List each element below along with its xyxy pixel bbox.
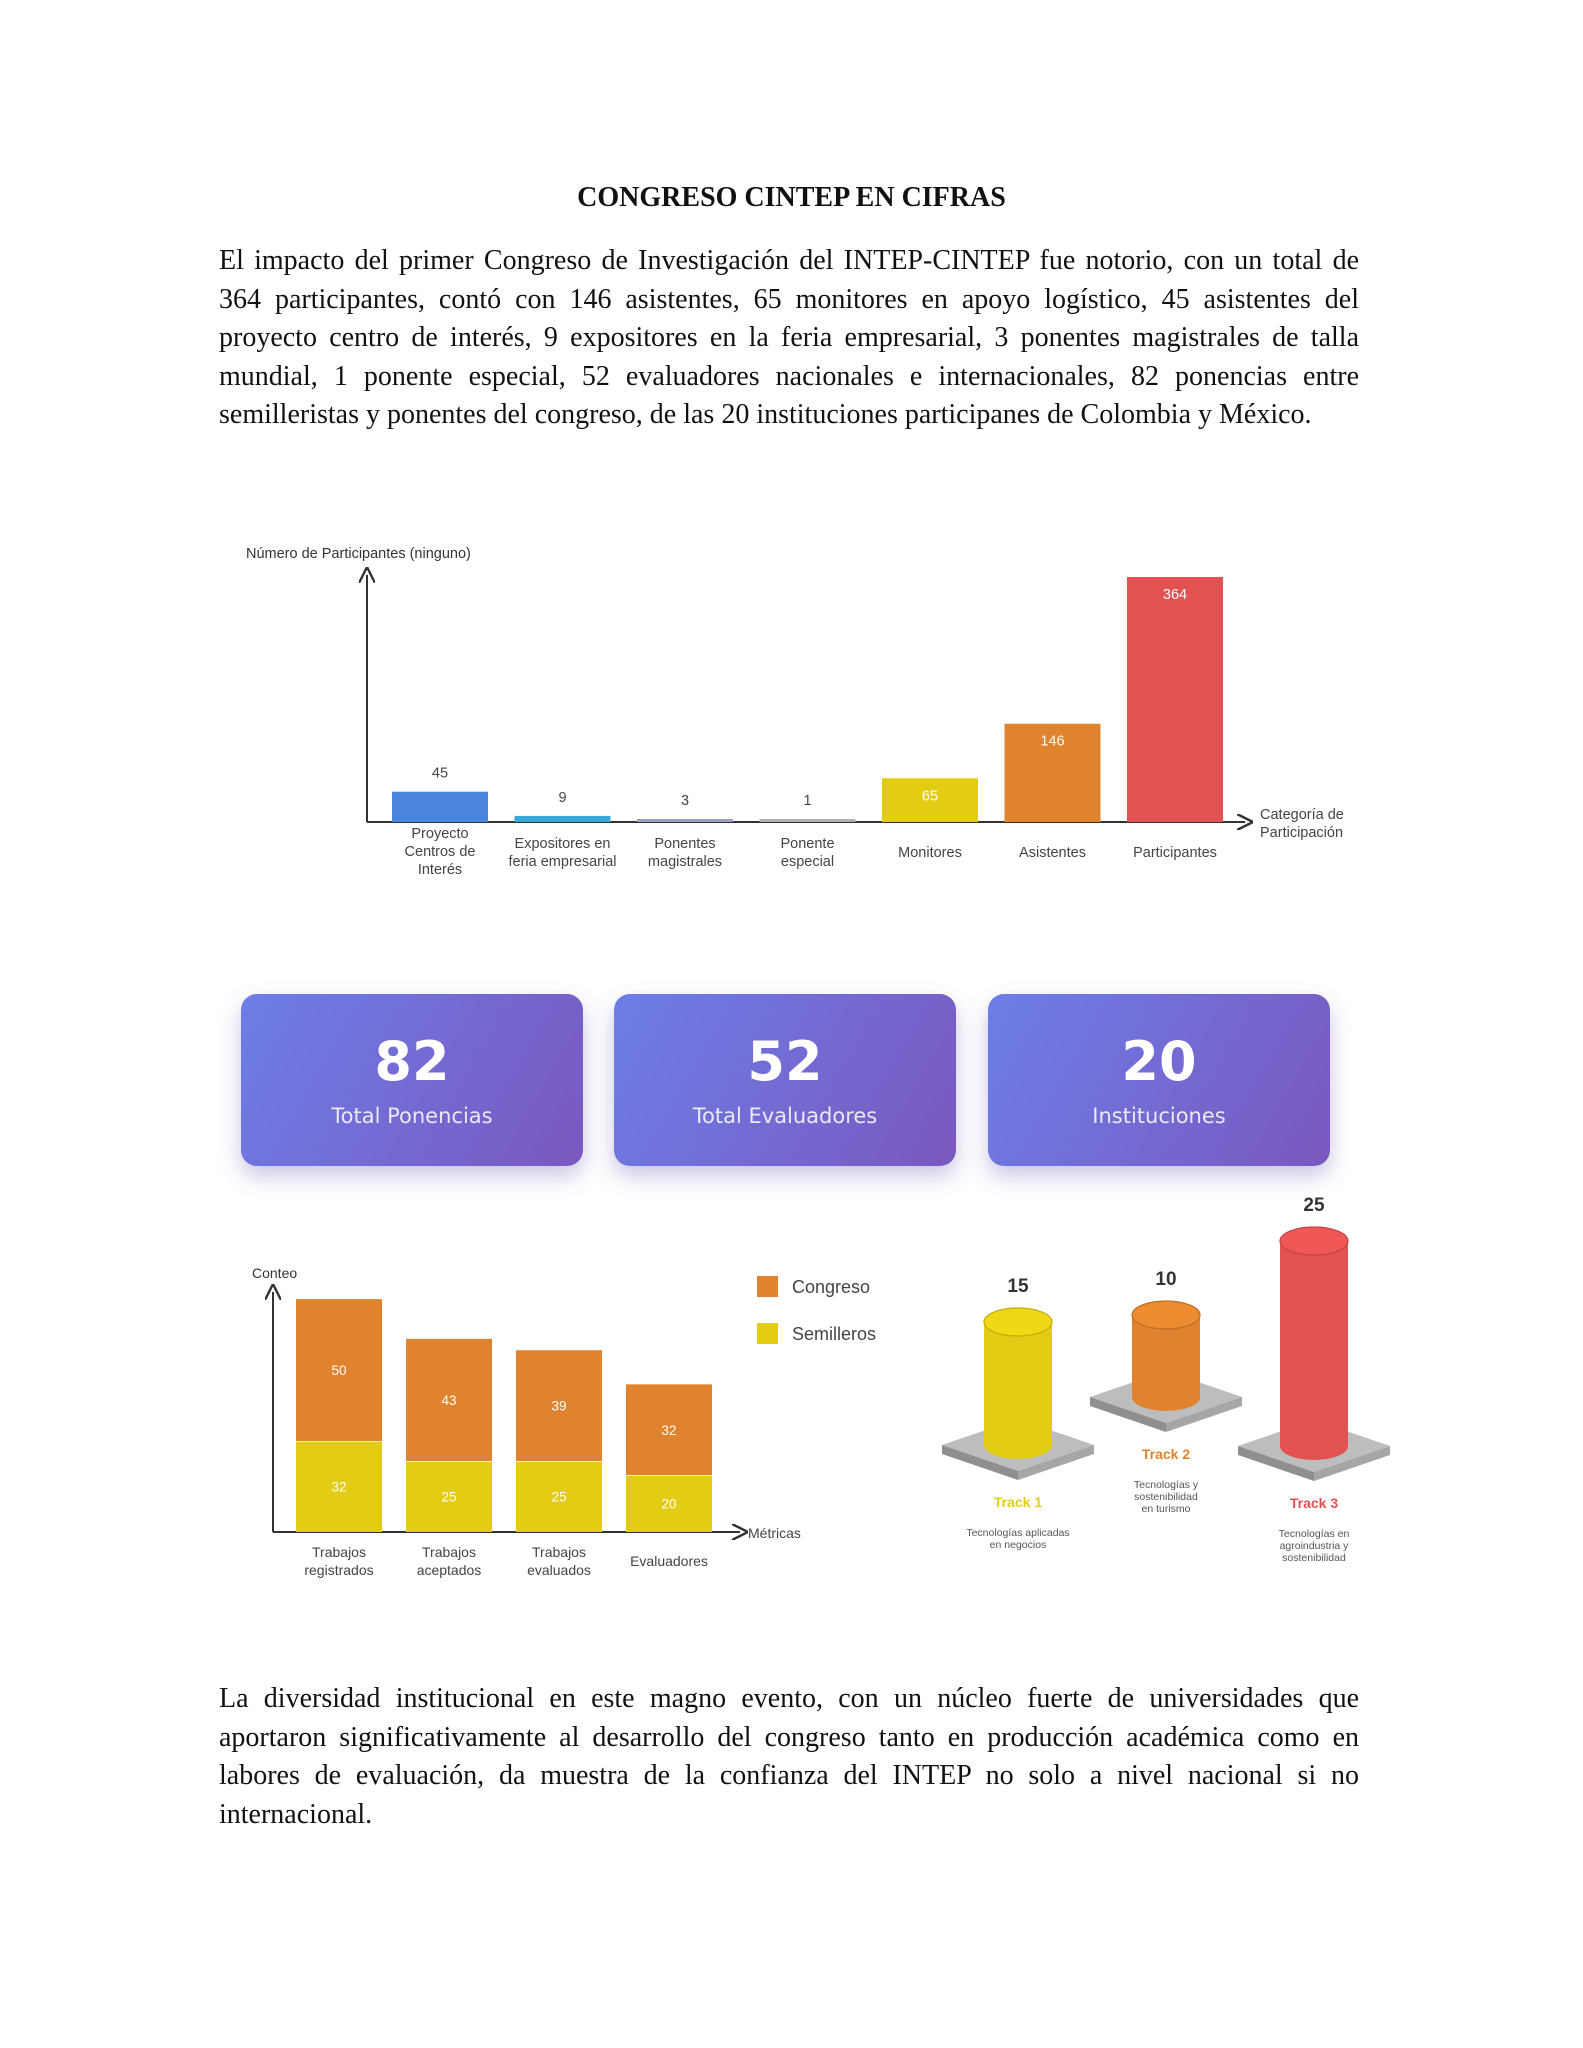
tracks-cylinder-chart (930, 1195, 1400, 1615)
stat-value: 20 (1121, 1030, 1197, 1093)
stack-value-label: 25 (441, 1489, 457, 1505)
category-label: Evaluadores (630, 1553, 708, 1569)
chart1-ylabel: Número de Participantes (ninguno) (246, 546, 471, 562)
track-value-label: 25 (1303, 1195, 1325, 1216)
category-label: Trabajos aceptados (416, 1544, 482, 1578)
stack-value-label: 32 (661, 1422, 677, 1438)
stat-label: Total Ponencias (331, 1104, 493, 1128)
track-cylinder-3 (1280, 1241, 1348, 1460)
chart2-ylabel: Conteo (252, 1265, 298, 1281)
track-cylinder-top (984, 1308, 1052, 1336)
participants-bar-chart (220, 535, 1380, 895)
bar-value-label: 1 (803, 793, 812, 809)
track-cylinder-top (1280, 1227, 1348, 1255)
bar-value-label: 9 (558, 789, 567, 806)
stat-label: Total Evaluadores (692, 1104, 878, 1128)
stat-value: 82 (374, 1030, 450, 1093)
closing-paragraph: La diversidad institucional en este magno evento, con un núcleo fuerte de universidades que aportaron significativamente al desarrollo del congreso tanto en producción académica como en labores de evaluación, da muestra de la confianza del INTEP no solo a nivel nacional si no internacional. (219, 1683, 1359, 1830)
legend-swatch (757, 1276, 778, 1297)
category-label: Trabajos registrados (304, 1544, 374, 1578)
category-label: Monitores (898, 845, 962, 861)
track-name: Track 2 (1141, 1446, 1191, 1462)
stat-card-instituciones (988, 994, 1330, 1166)
stat-card-evaluadores (614, 994, 956, 1166)
track-description: Tecnologías aplicadas en negocios (966, 1527, 1070, 1551)
bar-value-label: 3 (680, 793, 690, 809)
stack-value-label: 43 (441, 1392, 457, 1408)
category-label: Ponente especial (780, 836, 835, 870)
category-label: Trabajos evaluados (527, 1544, 591, 1578)
chart1-xlabel: Categoría de Participación (1260, 807, 1344, 841)
stack-value-label: 39 (551, 1398, 567, 1414)
bar-value-label: 45 (431, 765, 449, 782)
stack-value-label: 25 (551, 1489, 567, 1505)
bar-value-label: 364 (1162, 587, 1188, 603)
legend-label: Congreso (792, 1277, 871, 1297)
track-name: Track 1 (993, 1494, 1043, 1510)
category-label: Asistentes (1019, 845, 1086, 861)
bar-2 (637, 819, 733, 822)
bar-6 (1127, 577, 1223, 822)
bar-value-label: 65 (921, 788, 939, 805)
bar-value-label: 146 (1040, 733, 1065, 750)
stack-value-label: 50 (331, 1363, 347, 1379)
category-label: Expositores en feria empresarial (508, 836, 617, 870)
category-label: Proyecto Centros de Interés (404, 826, 476, 878)
bar-1 (515, 816, 611, 822)
intro-paragraph: El impacto del primer Congreso de Investigación del INTEP-CINTEP fue notorio, con un total de 364 participantes, contó con 146 asistentes, 65 monitores en apoyo logístico, 45 asistentes del proyecto centro de interés, 9 expositores en la feria empresarial, 3 ponentes magistrales de talla mundial, 1 ponente especial, 52 evaluadores nacionales e internacionales, 82 ponencias entre semilleristas y ponentes del congreso, de las 20 instituciones participanes de Colombia y México. (219, 245, 1359, 430)
track-value-label: 15 (1007, 1276, 1029, 1297)
track-cylinder-top (1132, 1301, 1200, 1329)
stat-card-ponencias (241, 994, 583, 1166)
page-title: CONGRESO CINTEP EN CIFRAS (577, 182, 1006, 213)
track-name: Track 3 (1289, 1495, 1339, 1511)
legend-label: Semilleros (792, 1324, 877, 1344)
works-stacked-bar-chart (240, 1260, 890, 1590)
stat-value: 52 (747, 1030, 823, 1093)
category-label: Participantes (1133, 845, 1217, 861)
stat-label: Instituciones (1092, 1104, 1226, 1128)
track-description: Tecnologías y sostenibilidad en turismo (1133, 1479, 1199, 1515)
legend-swatch (757, 1323, 778, 1344)
stack-value-label: 32 (331, 1479, 347, 1495)
bar-3 (760, 819, 856, 822)
stack-value-label: 20 (661, 1496, 677, 1512)
track-description: Tecnologías en agroindustria y sostenibilidad (1278, 1528, 1350, 1564)
chart2-xlabel: Métricas (748, 1525, 801, 1541)
bar-0 (392, 792, 488, 822)
track-value-label: 10 (1155, 1269, 1177, 1290)
category-label: Ponentes magistrales (647, 836, 723, 870)
track-cylinder-1 (984, 1322, 1052, 1459)
